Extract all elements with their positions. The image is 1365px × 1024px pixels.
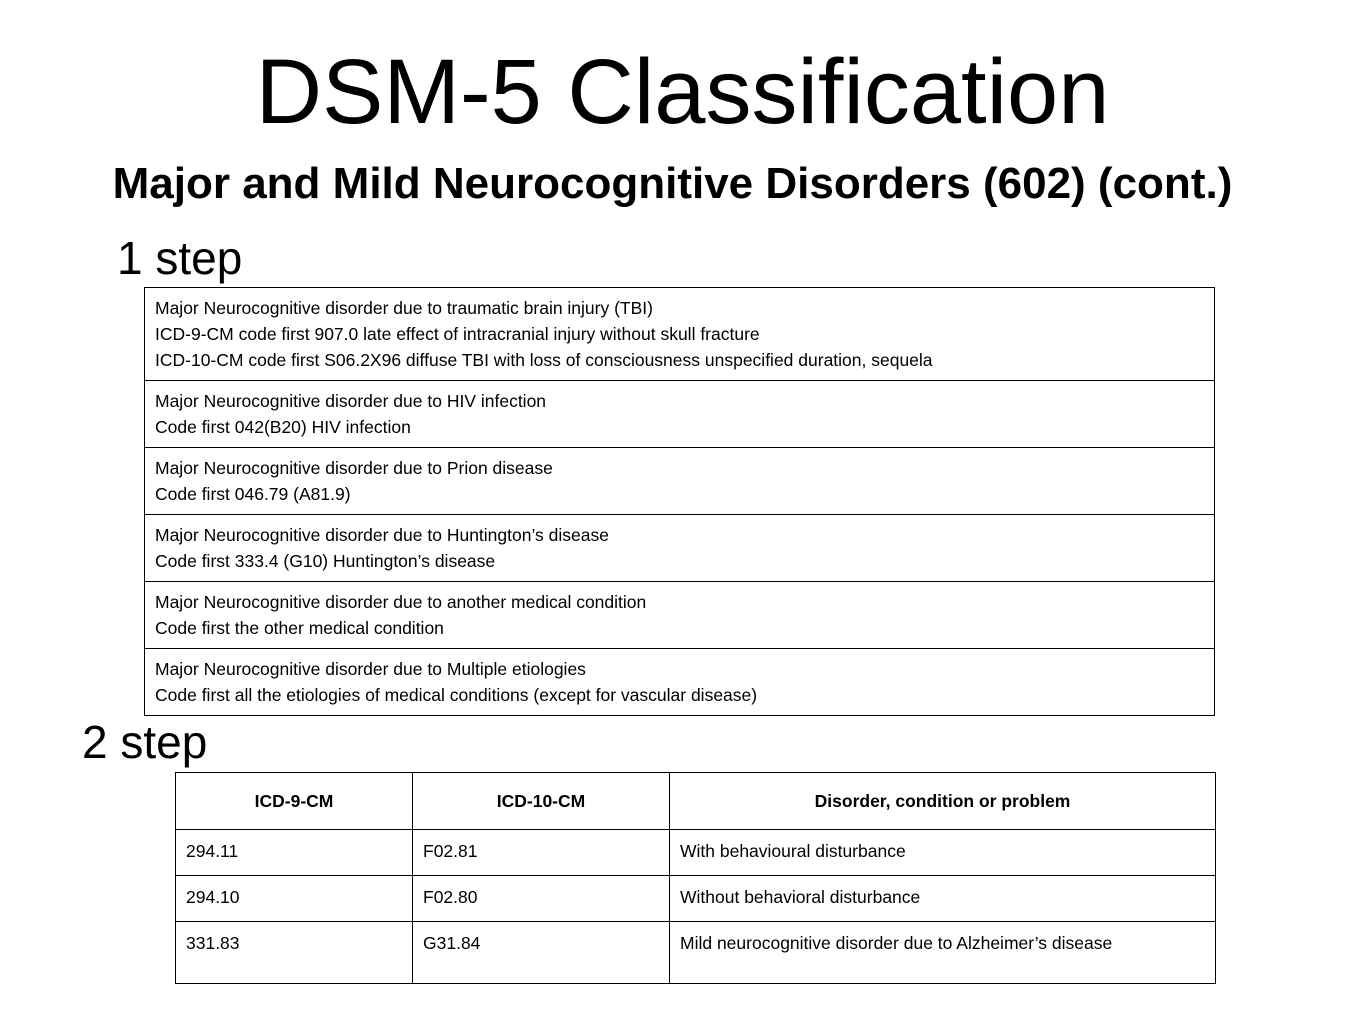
step1-label: 1 step [117,232,243,284]
cell-line: Major Neurocognitive disorder due to another medical condition [155,592,647,612]
table-row [145,515,1215,582]
icd9-code: 294.10 [176,876,413,922]
step2-table [175,772,1216,984]
cell-line: Major Neurocognitive disorder due to traumatic brain injury (TBI) [155,298,653,318]
table-cell [145,448,1215,515]
table-row [176,876,1216,922]
icd9-code: 294.11 [176,830,413,876]
cell-line: Code first the other medical condition [155,618,444,638]
table-cell [145,288,1215,381]
cell-line: Major Neurocognitive disorder due to Multiple etiologies [155,659,586,679]
table-row [145,381,1215,448]
cell-line: Major Neurocognitive disorder due to Huntington’s disease [155,525,609,545]
cell-line: Major Neurocognitive disorder due to HIV infection [155,391,547,411]
cell-line: Code first 333.4 (G10) Huntington’s disease [155,551,496,571]
cell-line: ICD-10-CM code first S06.2X96 diffuse TBI with loss of consciousness unspecified duration, sequela [155,350,933,370]
table-row [176,922,1216,984]
table-cell [145,649,1215,716]
table-row [145,649,1215,716]
table-cell [145,515,1215,582]
page-subtitle: Major and Mild Neurocognitive Disorders (602) (cont.) [112,159,1233,208]
cell-line: Code first 042(B20) HIV infection [155,417,411,437]
step2-label: 2 step [82,716,208,768]
table-cell [145,381,1215,448]
column-header-icd9: ICD-9-CM [176,773,413,830]
page-title: DSM-5 Classification [255,41,1110,143]
table-row [145,582,1215,649]
icd9-code: 331.83 [176,922,413,984]
icd10-code: G31.84 [413,922,670,984]
cell-line: Code first 046.79 (A81.9) [155,484,351,504]
disorder-description: Without behavioral disturbance [670,876,1216,922]
icd10-code: F02.80 [413,876,670,922]
column-header-disorder: Disorder, condition or problem [670,773,1216,830]
disorder-description: With behavioural disturbance [670,830,1216,876]
table-row [176,830,1216,876]
disorder-description: Mild neurocognitive disorder due to Alzheimer’s disease [670,922,1216,984]
step1-table [144,287,1215,716]
cell-line: Major Neurocognitive disorder due to Prion disease [155,458,553,478]
icd10-code: F02.81 [413,830,670,876]
table-row [145,448,1215,515]
cell-line: Code first all the etiologies of medical conditions (except for vascular disease) [155,685,758,705]
column-header-icd10: ICD-10-CM [413,773,670,830]
table-cell [145,582,1215,649]
cell-line: ICD-9-CM code first 907.0 late effect of intracranial injury without skull fracture [155,324,760,344]
table-row [145,288,1215,381]
table-header-row [176,773,1216,830]
